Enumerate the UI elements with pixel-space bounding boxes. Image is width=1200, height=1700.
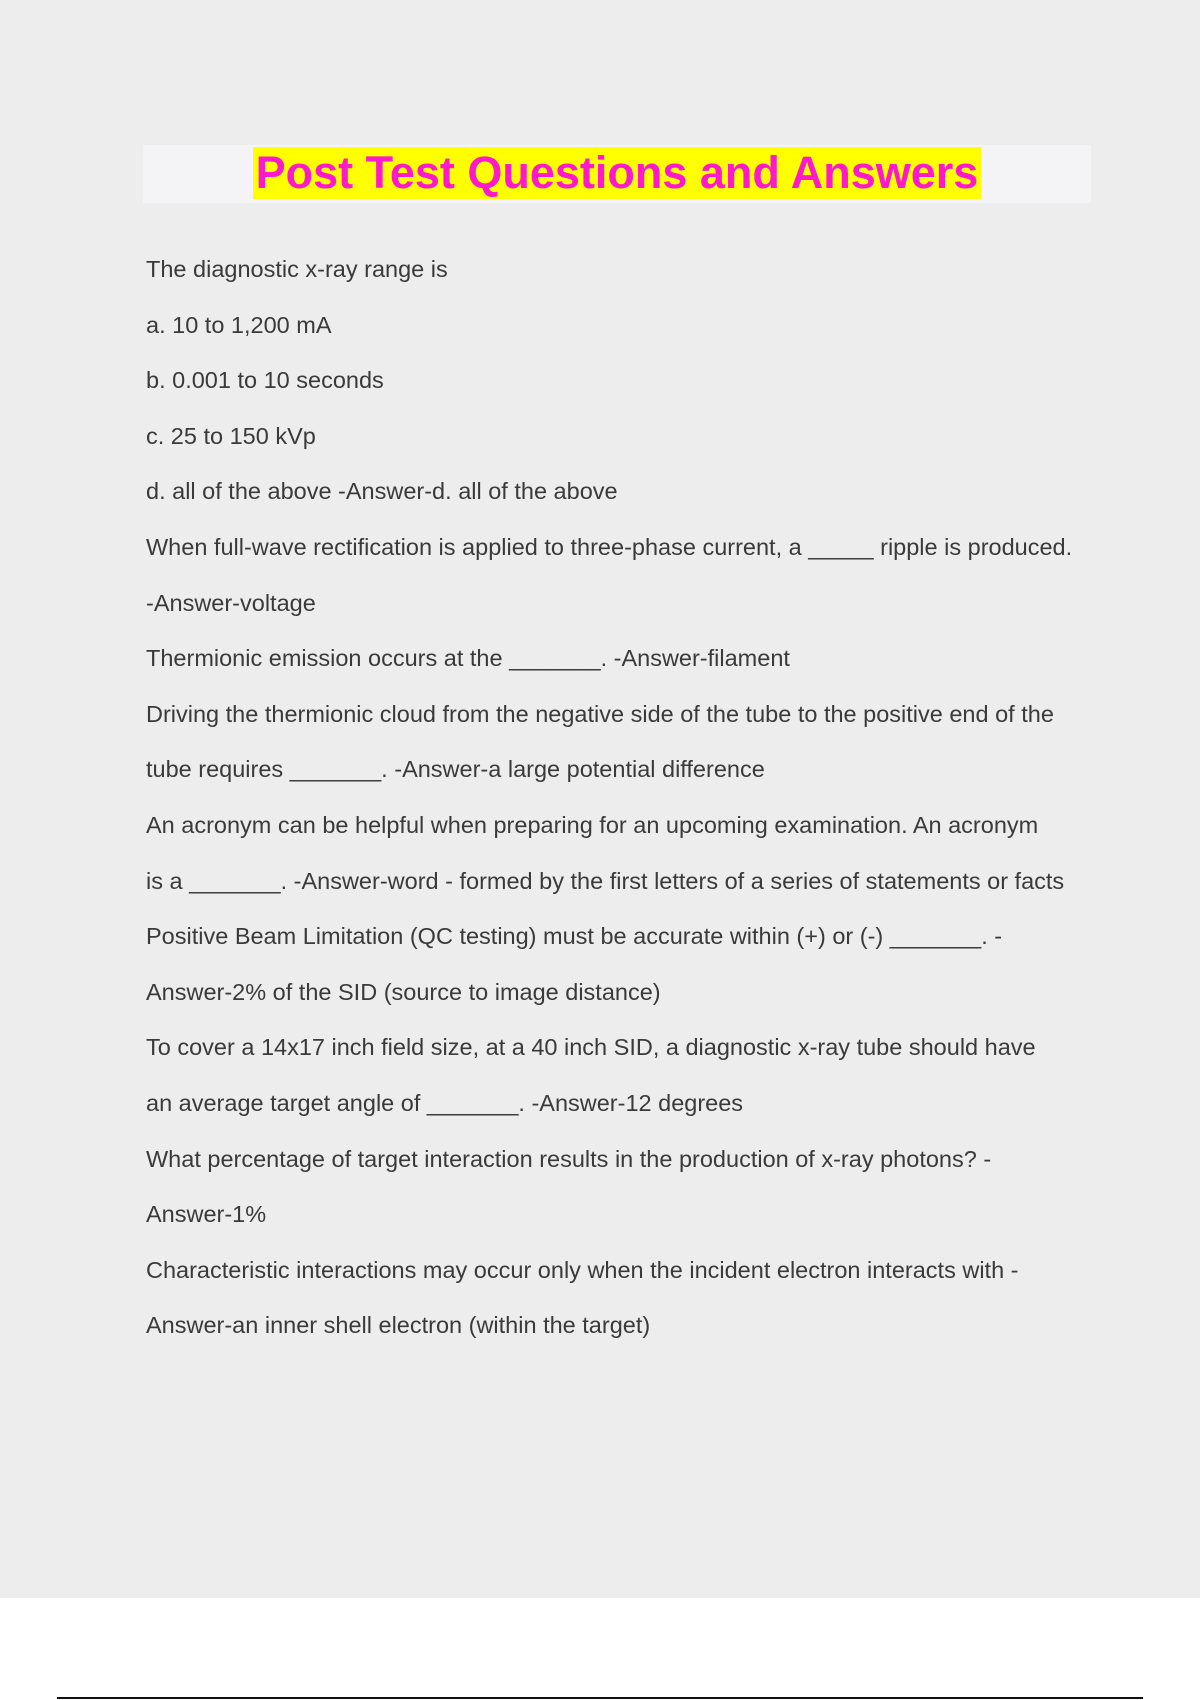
text-line: Answer-1% [146,1201,267,1228]
text-line: b. 0.001 to 10 seconds [146,367,384,394]
text-line: Answer-an inner shell electron (within the target) [146,1312,651,1339]
text-line: tube requires _______. -Answer-a large potential difference [146,756,765,783]
title-band [143,145,1091,203]
text-line: When full-wave rectification is applied to three-phase current, a _____ ripple is produced. [146,533,1073,560]
text-line: Positive Beam Limitation (QC testing) must be accurate within (+) or (-) _______. - [146,923,1003,950]
text-line: a. 10 to 1,200 mA [146,311,332,338]
text-line: an average target angle of _______. -Answer-12 degrees [146,1089,744,1116]
text-line: Thermionic emission occurs at the _______. -Answer-filament [146,645,790,672]
text-line: is a _______. -Answer-word - formed by the first letters of a series of statements or facts [146,867,1065,894]
text-line: -Answer-voltage [146,589,316,616]
text-line: d. all of the above -Answer-d. all of the above [146,478,618,505]
text-line: Answer-2% of the SID (source to image distance) [146,978,661,1005]
text-line: The diagnostic x-ray range is [146,256,448,282]
footer-rule [57,1697,1143,1699]
text-line: Driving the thermionic cloud from the negative side of the tube to the positive end of the [146,700,1054,727]
text-line: To cover a 14x17 inch field size, at a 40 inch SID, a diagnostic x-ray tube should have [146,1034,1036,1061]
question-list [146,254,1106,1366]
text-line: An acronym can be helpful when preparing for an upcoming examination. An acronym [146,811,1039,838]
text-line: What percentage of target interaction results in the production of x-ray photons? - [146,1145,992,1172]
text-line: c. 25 to 150 kVp [146,422,316,449]
text-line: Characteristic interactions may occur only when the incident electron interacts with - [146,1256,1019,1283]
document-title: Post Test Questions and Answers [253,147,982,199]
